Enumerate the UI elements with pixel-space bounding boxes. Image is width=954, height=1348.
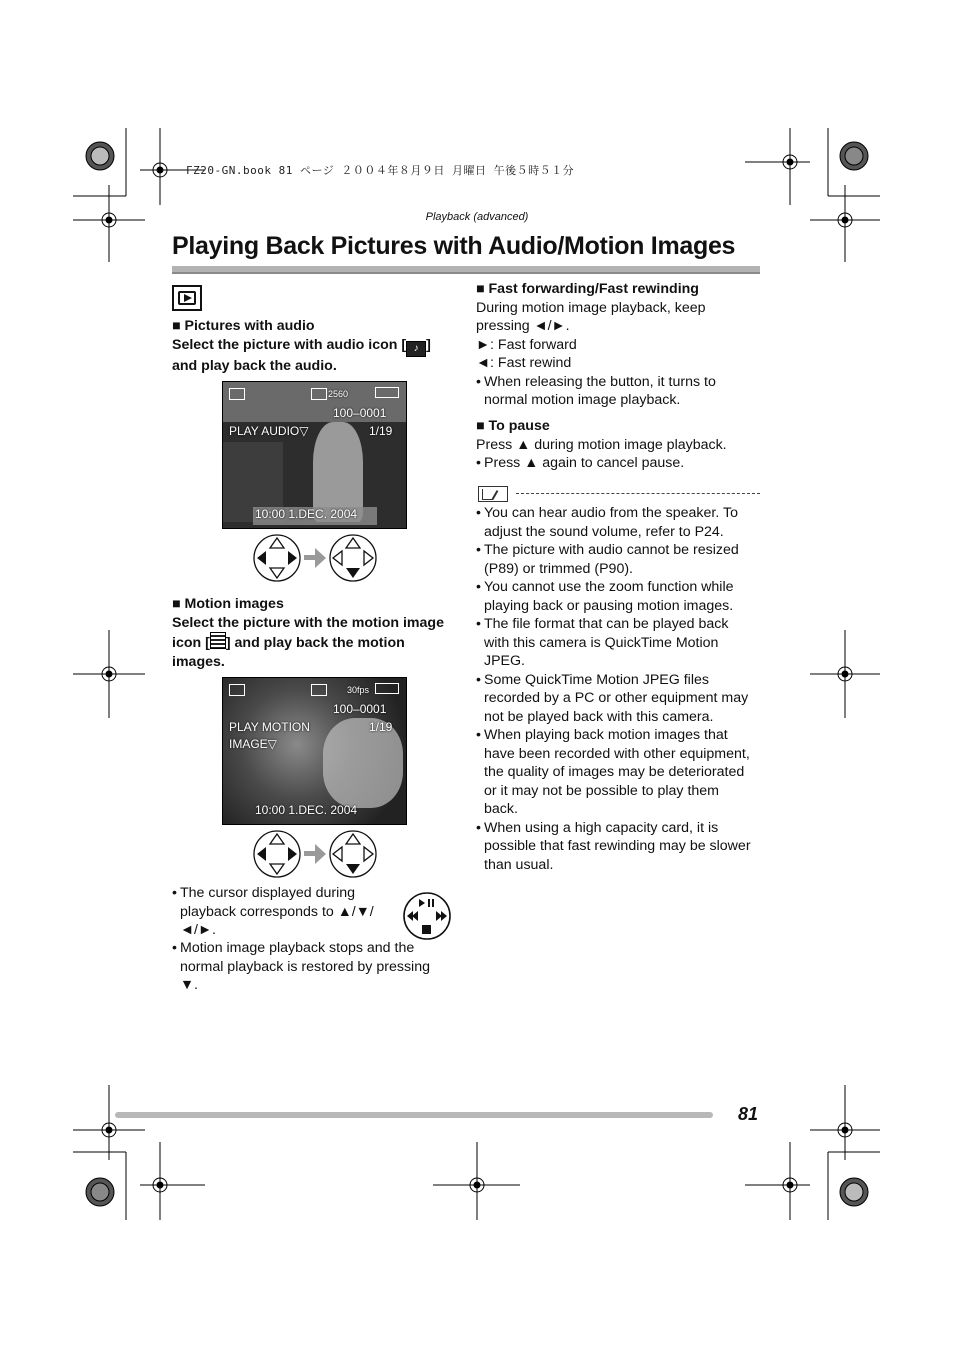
section-label: Playback (advanced): [425, 211, 529, 223]
audio-icon: ♪: [406, 341, 426, 357]
ff-rewind: ◄: Fast rewind: [476, 355, 572, 371]
note-5-line2: recorded by a PC or other equipment may: [484, 690, 749, 706]
note-6-line4: or it may not be possible to play them: [484, 782, 720, 799]
ff-line1: During motion image playback, keep: [476, 299, 706, 316]
note-6-line1: • When playing back motion images that: [476, 726, 766, 745]
note-divider: [516, 493, 760, 494]
note-icon: [478, 486, 508, 502]
file-number: 100–0001: [333, 406, 387, 420]
dpad-sequence-audio: [252, 533, 378, 583]
audio-instruction-cont: and play back the audio.: [172, 357, 337, 374]
ff-forward: ►: Fast forward: [476, 336, 577, 353]
stop-note: [172, 939, 457, 995]
stop-note-line3: ▼.: [180, 977, 198, 993]
print-header: FZ20-GN.book 81 ページ ２００４年８月９日 月曜日 午後５時５１分: [186, 164, 575, 177]
cursor-note: [172, 884, 404, 940]
pause-cancel: • Press ▲ again to cancel pause.: [476, 454, 766, 473]
playback-control-dial-icon: [402, 891, 452, 941]
note-3-line2: playing back or pausing motion images.: [484, 597, 734, 614]
battery-icon: [375, 683, 399, 694]
motion-instruction-cont: icon [ ] and play back the motion: [172, 632, 462, 653]
lcd-screen-audio: [222, 381, 407, 529]
motion-section: [172, 595, 462, 671]
pause-heading: ■ To pause: [476, 418, 550, 434]
footer-bar: [115, 1112, 713, 1118]
resolution-label: 2560: [328, 389, 349, 399]
cursor-note-line2: playback corresponds to ▲/▼/: [180, 903, 374, 920]
date-stamp: 10:00 1.DEC. 2004: [255, 507, 358, 521]
cursor-note-line1: • The cursor displayed during: [172, 884, 404, 903]
audio-icon: [311, 388, 327, 400]
note-4-line3: JPEG.: [484, 653, 525, 669]
motion-heading: ■ Motion images: [172, 596, 284, 612]
motion-instruction: Select the picture with the motion image: [172, 614, 444, 631]
fps-label: 30fps: [347, 685, 370, 695]
dpad-sequence-motion: [252, 829, 378, 879]
note-5-line1: • Some QuickTime Motion JPEG files: [476, 671, 766, 690]
play-icon: [229, 388, 245, 400]
lcd-screen-motion: [222, 677, 407, 825]
audio-instruction: Select the picture with audio icon [ ♪ ]: [172, 336, 457, 357]
title-underline: [172, 266, 760, 274]
note-1-line2: adjust the sound volume, refer to P24.: [484, 523, 724, 540]
play-audio-label: PLAY AUDIO▽: [229, 424, 309, 438]
page-number: 81: [738, 1104, 759, 1124]
note-7-line1: • When using a high capacity card, it is: [476, 819, 766, 838]
note-7-line3: than usual.: [484, 856, 554, 873]
note-4-line2: with this camera is QuickTime Motion: [484, 634, 719, 651]
note-3-line1: • You cannot use the zoom function while: [476, 578, 766, 597]
note-7-line2: possible that fast rewinding may be slower: [484, 838, 751, 854]
stop-note-line2: normal playback is restored by pressing: [180, 958, 430, 975]
frame-count: 1/19: [369, 720, 393, 734]
audio-section: [172, 317, 457, 375]
note-1-line1: • You can hear audio from the speaker. To: [476, 504, 766, 523]
pause-line: Press ▲ during motion image playback.: [476, 436, 727, 453]
motion-instruction-end: images.: [172, 653, 225, 670]
ff-release-line1: • When releasing the button, it turns to: [476, 373, 766, 392]
frame-count: 1/19: [369, 424, 393, 438]
file-number: 100–0001: [333, 702, 387, 716]
play-motion-label: PLAY MOTION: [229, 720, 310, 734]
notes-list: [476, 504, 766, 874]
stop-note-line1: • Motion image playback stops and the: [172, 939, 457, 958]
ff-release-line2: normal motion image playback.: [484, 392, 681, 408]
motion-image-icon: [210, 632, 226, 649]
note-6-line3: the quality of images may be deteriorated: [484, 764, 745, 780]
play-icon: [229, 684, 245, 696]
playback-mode-icon: [172, 285, 202, 311]
page-title: Playing Back Pictures with Audio/Motion Images: [172, 232, 736, 260]
motion-icon: [311, 684, 327, 696]
date-stamp: 10:00 1.DEC. 2004: [255, 803, 358, 817]
cursor-note-line3: ◄/►.: [180, 922, 216, 938]
note-6-line5: back.: [484, 801, 518, 817]
pause-section: [476, 417, 766, 473]
note-2-line1: • The picture with audio cannot be resized: [476, 541, 766, 560]
ff-heading: ■ Fast forwarding/Fast rewinding: [476, 281, 699, 297]
note-5-line3: not be played back with this camera.: [484, 708, 714, 725]
play-motion-label-2: IMAGE▽: [229, 737, 277, 751]
audio-heading: ■ Pictures with audio: [172, 318, 315, 334]
note-6-line2: have been recorded with other equipment,: [484, 745, 750, 762]
note-2-line2: (P89) or trimmed (P90).: [484, 560, 634, 577]
fast-forward-section: [476, 280, 766, 410]
ff-line2: pressing ◄/►.: [476, 318, 570, 334]
battery-icon: [375, 387, 399, 398]
note-4-line1: • The file format that can be played back: [476, 615, 766, 634]
